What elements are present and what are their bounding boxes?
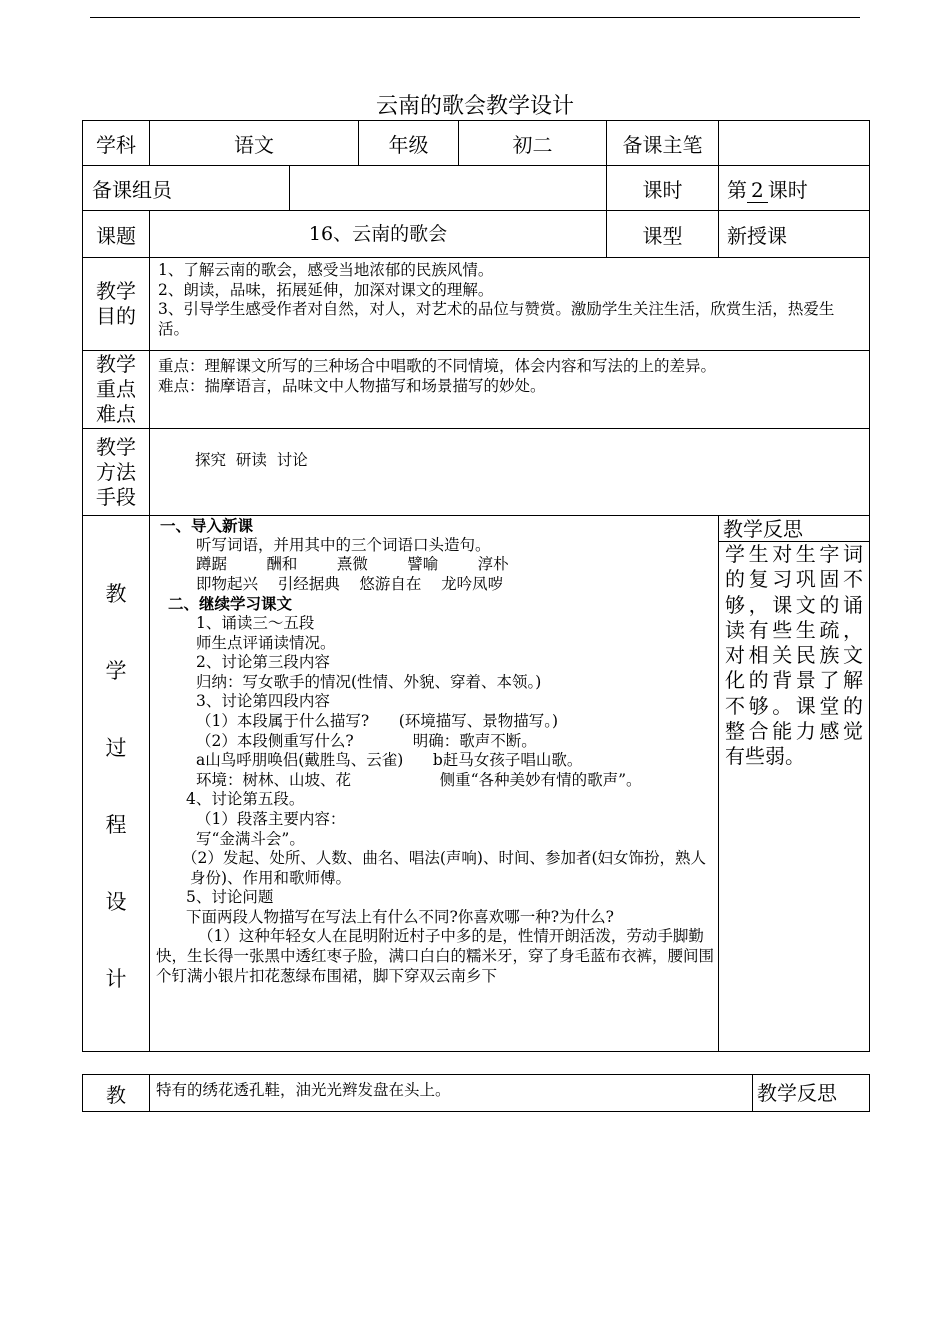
section-heading: 一、导入新课 — [160, 516, 254, 535]
methods-label — [83, 429, 150, 516]
grade-label: 年级 — [359, 121, 459, 166]
process-line: 师生点评诵读情况。 — [196, 633, 336, 652]
process-line: a山鸟呼朋唤侣(戴胜鸟、云雀) b赶马女孩子唱山歌。 — [196, 751, 583, 770]
keypoints-label-line1: 教学 — [96, 352, 136, 376]
document-title: 云南的歌会教学设计 — [375, 94, 574, 119]
period-prefix: 第 — [727, 177, 747, 202]
reflection-content: 学生对生字词的复习巩固不够，课文的诵读有些生疏，对相关民族文化的背景了解不够。课堂的整合能力感觉有些弱。 — [719, 542, 870, 1052]
methods-content: 探究 研读 讨论 — [150, 429, 870, 516]
period-suffix: 课时 — [767, 177, 808, 202]
subject-label: 学科 — [83, 121, 150, 166]
process-line: 2、讨论第三段内容 — [196, 653, 330, 672]
goal-line: 3、引导学生感受作者对自然，对人，对艺术的品位与赞赏。激励学生关注生活，欣赏生活，热爱生活。 — [158, 300, 835, 338]
section-heading: 二、继续学习课文 — [168, 594, 293, 614]
focus-line: 重点：理解课文所写的三种场合中唱歌的不同情境，体会内容和写法的上的差异。 — [158, 357, 717, 375]
subject-value: 语文 — [150, 121, 359, 166]
process-line: 4、讨论第五段。 — [186, 790, 305, 809]
keypoints-content — [150, 351, 870, 429]
process-line: 环境：树林、山坡、花 侧重“各种美妙有情的歌声”。 — [196, 770, 642, 789]
grade-value: 初二 — [459, 121, 607, 166]
process-line: （2）发起、处所、人数、曲名、唱法(声响)、时间、参加者(妇女饰扮，熟人身份)、作用和歌师傅。 — [182, 849, 707, 887]
process-line: （2）本段侧重写什么? 明确：歌声不断。 — [196, 731, 537, 750]
difficulty-line: 难点：揣摩语言，品味文中人物描写和场景描写的妙处。 — [158, 376, 546, 395]
continuation-label: 教 — [83, 1075, 150, 1112]
methods-label-line3: 手段 — [96, 484, 136, 509]
process-vertical-label — [83, 516, 150, 1052]
process-content — [150, 516, 719, 1052]
reflection-label: 教学反思 — [719, 516, 870, 542]
process-paragraph: （1）这种年轻女人在昆明附近村子中多的是，性情开朗活泼，劳动手脚勤快，生长得一张黑中透红枣子脸，满口白白的糯米牙，穿了身毛蓝布衣裤，腰间围个钉满小银片扣花葱绿布围裙，脚下穿双云南乡下 — [156, 927, 715, 985]
type-label: 课型 — [607, 211, 719, 258]
process-line: 1、诵读三～五段 — [196, 613, 315, 632]
process-label-char: 教 — [105, 582, 127, 606]
process-label-char: 过 — [105, 736, 127, 760]
vocab-line: 蹲踞 酬和 熹微 譬喻 淳朴 — [196, 555, 509, 574]
group-label: 备课组员 — [83, 166, 290, 211]
topic-value: 16、云南的歌会 — [150, 211, 607, 258]
group-value — [290, 166, 607, 211]
process-label-char: 设 — [105, 890, 127, 914]
process-line: 5、讨论问题 — [186, 888, 274, 907]
process-line: 归纳：写女歌手的情况(性情、外貌、穿着、本领。) — [196, 672, 542, 691]
goal-line: 1、了解云南的歌会，感受当地浓郁的民族风情。 — [158, 261, 494, 279]
keypoints-label-line2: 重点 — [96, 377, 136, 401]
period-number: 2 — [747, 178, 768, 203]
period-label: 课时 — [607, 166, 719, 211]
methods-label-line2: 方法 — [96, 459, 136, 484]
process-line: 3、讨论第四段内容 — [196, 692, 330, 711]
lead-value — [719, 121, 870, 166]
process-label-char: 学 — [105, 659, 127, 683]
keypoints-label-line3: 难点 — [96, 402, 136, 426]
process-line: 下面两段人物描写在写法上有什么不同?你喜欢哪一种?为什么? — [186, 907, 614, 926]
process-line: （1）段落主要内容： — [196, 809, 346, 828]
process-line: （1）本段属于什么描写? (环境描写、景物描写。) — [196, 711, 559, 730]
topic-label: 课题 — [83, 211, 150, 258]
continuation-reflection-label: 教学反思 — [753, 1075, 870, 1112]
goals-label-line2: 目的 — [96, 304, 136, 328]
goals-label — [83, 258, 150, 351]
keypoints-label — [83, 351, 150, 429]
process-line: 写“金满斗会”。 — [196, 829, 305, 848]
lead-label: 备课主笔 — [607, 121, 719, 166]
methods-label-line1: 教学 — [96, 434, 136, 459]
process-line: 听写词语，并用其中的三个词语口头造句。 — [196, 535, 491, 554]
goals-label-line1: 教学 — [96, 279, 136, 303]
continuation-content: 特有的绣花透孔鞋，油光光辫发盘在头上。 — [150, 1075, 753, 1112]
continuation-table — [82, 1074, 870, 1112]
goals-content — [150, 258, 870, 351]
type-value: 新授课 — [719, 211, 870, 258]
goal-line: 2、朗读，品味，拓展延伸，加深对课文的理解。 — [158, 280, 494, 299]
period-value — [719, 166, 870, 211]
vocab-line: 即物起兴 引经据典 悠游自在 龙吟凤哕 — [196, 574, 504, 593]
lesson-plan-table — [82, 120, 870, 1052]
header-rule — [90, 17, 860, 18]
process-label-char: 计 — [105, 967, 127, 991]
process-label-char: 程 — [105, 813, 127, 837]
